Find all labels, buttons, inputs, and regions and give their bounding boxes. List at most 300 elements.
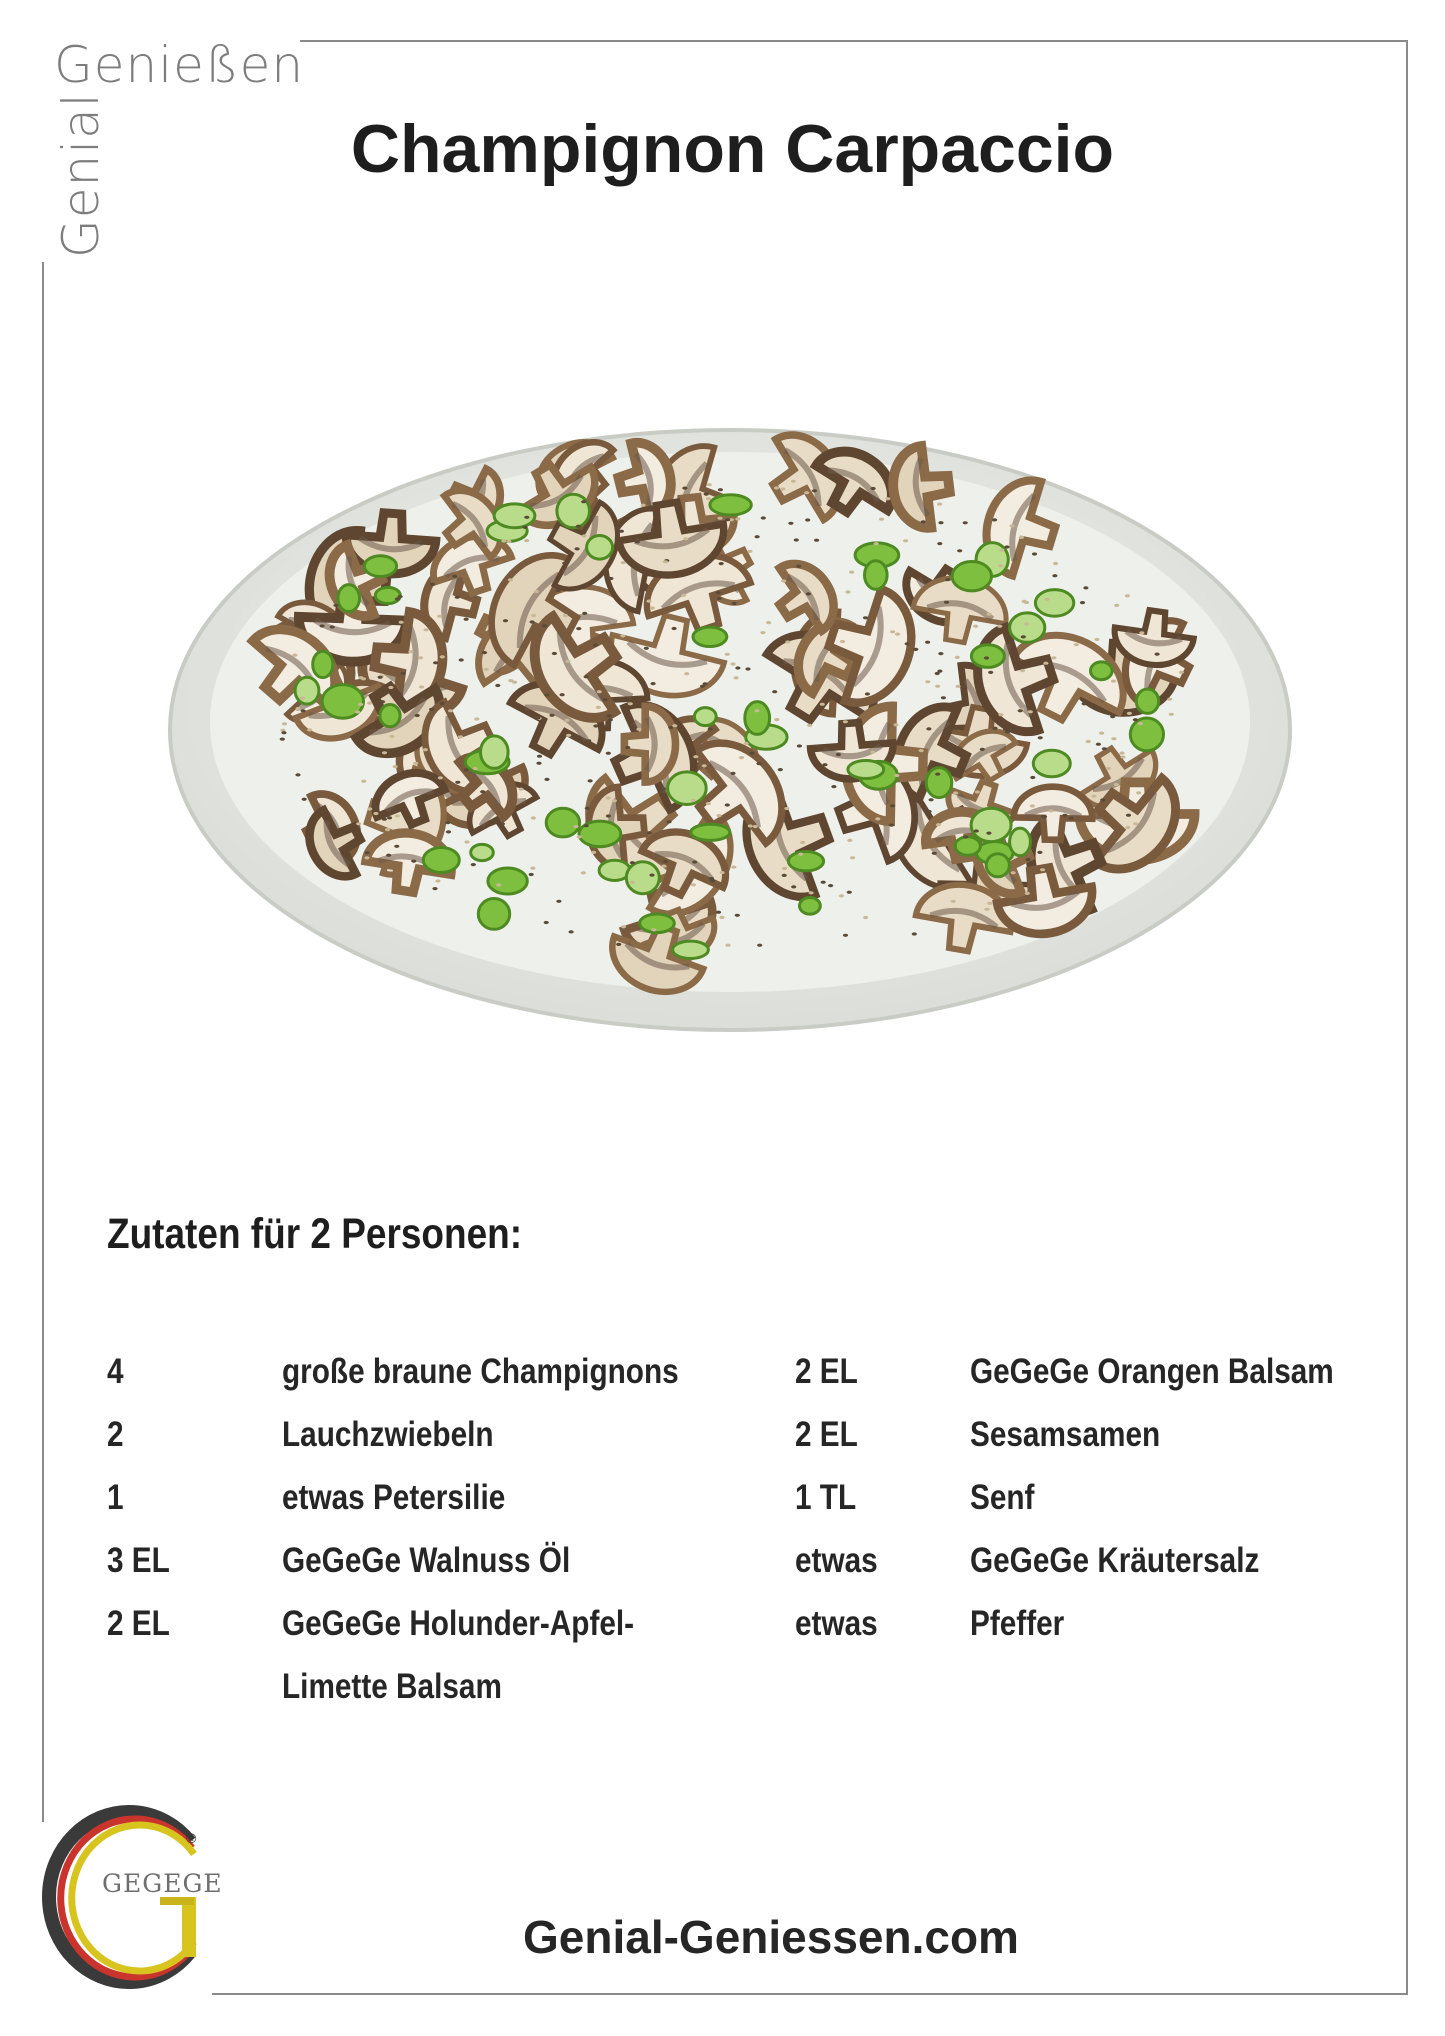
sesame-seed (782, 874, 787, 877)
sesame-seed (788, 522, 793, 525)
sesame-seed (549, 714, 554, 717)
sesame-seed (1051, 656, 1056, 659)
sesame-seed (798, 853, 803, 856)
sesame-seed (562, 562, 567, 565)
sesame-seed (896, 854, 901, 857)
sesame-seed (301, 709, 306, 712)
sesame-seed (480, 790, 485, 793)
sesame-seed (953, 727, 958, 730)
sesame-seed (524, 516, 529, 519)
sesame-seed (781, 579, 786, 582)
registered-mark: ® (186, 1830, 197, 1846)
scallion-ring (673, 941, 709, 958)
sesame-seed (937, 542, 942, 545)
ingredient-quantity: 2 EL (107, 1604, 170, 1643)
sesame-seed (530, 620, 535, 623)
sesame-seed (984, 656, 989, 659)
sesame-seed (582, 612, 587, 615)
sesame-seed (735, 666, 740, 669)
sesame-seed (418, 542, 423, 545)
sesame-seed (388, 686, 393, 689)
sesame-seed (874, 542, 879, 545)
sesame-seed (436, 690, 441, 693)
sesame-seed (506, 540, 511, 543)
sesame-seed (755, 535, 760, 538)
sesame-seed (300, 696, 305, 699)
sesame-seed (446, 830, 451, 833)
ingredient-name: GeGeGe Orangen Balsam (970, 1352, 1334, 1391)
logo-wordmark: GEGEGE (102, 1869, 223, 1898)
sesame-seed (735, 517, 740, 520)
sesame-seed (496, 883, 501, 886)
sesame-seed (429, 708, 434, 711)
sesame-seed (754, 709, 759, 712)
ingredient-row (107, 1466, 762, 1529)
sesame-seed (531, 816, 536, 819)
scallion-ring (691, 824, 730, 840)
sesame-seed (608, 718, 613, 721)
sesame-seed (681, 594, 686, 597)
sesame-seed (847, 891, 852, 894)
sesame-seed (522, 526, 527, 529)
sesame-seed (926, 727, 931, 730)
sesame-seed (870, 751, 875, 754)
sesame-seed (905, 642, 910, 645)
sesame-seed (382, 751, 387, 754)
sesame-seed (566, 734, 571, 737)
sesame-seed (292, 654, 297, 657)
website-url[interactable]: Genial-Geniessen.com (523, 1911, 1019, 1963)
ingredient-quantity: 4 (107, 1352, 124, 1391)
ingredient-row (795, 1529, 1440, 1592)
sesame-seed (1133, 718, 1138, 721)
sesame-seed (935, 773, 940, 776)
sesame-seed (822, 763, 827, 766)
sesame-seed (1062, 814, 1067, 817)
brand-wordmark-vertical: Genial (52, 92, 110, 258)
sesame-seed (373, 812, 378, 815)
sesame-seed (1102, 747, 1107, 750)
sesame-seed (471, 863, 476, 866)
sesame-seed (791, 885, 796, 888)
sesame-seed (364, 856, 369, 859)
sesame-seed (1024, 622, 1029, 625)
sesame-seed (845, 590, 850, 593)
sesame-seed (630, 861, 635, 864)
ingredient-row (795, 1466, 1440, 1529)
sesame-seed (367, 807, 372, 810)
sesame-seed (838, 506, 843, 509)
sesame-seed (648, 505, 653, 508)
sesame-seed (890, 804, 895, 807)
sesame-seed (941, 696, 946, 699)
scallion-ring (668, 772, 707, 805)
sesame-seed (445, 821, 450, 824)
sesame-seed (753, 825, 758, 828)
sesame-seed (1025, 892, 1030, 895)
sesame-seed (1120, 756, 1125, 759)
sesame-seed (616, 943, 621, 946)
sesame-seed (448, 709, 453, 712)
sesame-seed (805, 518, 810, 521)
sesame-seed (1009, 524, 1014, 527)
sesame-seed (625, 746, 630, 749)
sesame-seed (749, 752, 754, 755)
scallion-ring (986, 854, 1009, 877)
scallion-ring (848, 761, 884, 779)
sesame-seed (1125, 594, 1130, 597)
brand-wordmark-horizontal: Genießen (54, 36, 305, 94)
sesame-seed (649, 874, 654, 877)
ingredient-name: GeGeGe Walnuss Öl (282, 1541, 571, 1580)
sesame-seed (612, 799, 617, 802)
ingredient-name: große braune Champignons (282, 1352, 679, 1391)
scallion-ring (494, 504, 535, 528)
sesame-seed (591, 851, 596, 854)
sesame-seed (1041, 815, 1046, 818)
sesame-seed (894, 723, 899, 726)
sesame-seed (576, 627, 581, 630)
sesame-seed (482, 651, 487, 654)
sesame-seed (843, 934, 848, 937)
sesame-seed (536, 762, 541, 765)
sesame-seed (1028, 710, 1033, 713)
scallion-ring (955, 837, 980, 856)
sesame-seed (430, 583, 435, 586)
sesame-seed (757, 944, 762, 947)
sesame-seed (718, 488, 723, 491)
sesame-seed (716, 911, 721, 914)
ingredient-row (795, 1340, 1440, 1403)
sesame-seed (998, 713, 1003, 716)
sesame-seed (386, 854, 391, 857)
sesame-seed (812, 489, 817, 492)
scallion-ring (710, 495, 751, 515)
sesame-seed (925, 641, 930, 644)
scallion-ring (295, 677, 319, 704)
sesame-seed (1119, 752, 1124, 755)
sesame-seed (621, 925, 626, 928)
sesame-seed (537, 755, 542, 758)
sesame-seed (518, 788, 523, 791)
sesame-seed (1040, 868, 1045, 871)
sesame-seed (744, 742, 749, 745)
sesame-seed (433, 661, 438, 664)
ingredient-name: Senf (970, 1478, 1035, 1517)
ingredient-row (795, 1592, 1440, 1655)
sesame-seed (1032, 552, 1037, 555)
sesame-seed (984, 908, 989, 911)
sesame-seed (913, 648, 918, 651)
sesame-seed (524, 539, 529, 542)
sesame-seed (912, 932, 917, 935)
sesame-seed (419, 685, 424, 688)
sesame-seed (1096, 743, 1101, 746)
sesame-seed (455, 781, 460, 784)
sesame-seed (936, 823, 941, 826)
sesame-seed (814, 539, 819, 542)
sesame-seed (832, 773, 837, 776)
sesame-seed (839, 894, 844, 897)
sesame-seed (395, 814, 400, 817)
sesame-seed (938, 652, 943, 655)
sesame-seed (492, 819, 497, 822)
sesame-seed (581, 500, 586, 503)
sesame-seed (735, 914, 740, 917)
ingredient-row (795, 1403, 1440, 1466)
sesame-seed (1053, 562, 1058, 565)
scallion-ring (471, 844, 494, 860)
sesame-seed (596, 706, 601, 709)
sesame-seed (894, 774, 899, 777)
scallion-ring (1091, 662, 1113, 680)
sesame-seed (361, 677, 366, 680)
sesame-seed (1091, 795, 1096, 798)
sesame-seed (1020, 669, 1025, 672)
sesame-seed (963, 835, 968, 838)
sesame-seed (296, 707, 301, 710)
sesame-seed (630, 881, 635, 884)
ingredients-heading: Zutaten für 2 Personen: (107, 1210, 523, 1258)
sesame-seed (1106, 767, 1111, 770)
sesame-seed (1037, 851, 1042, 854)
sesame-seed (573, 825, 578, 828)
sesame-seed (635, 540, 640, 543)
sesame-seed (459, 658, 464, 661)
sesame-seed (593, 724, 598, 727)
sesame-seed (772, 690, 777, 693)
sesame-seed (780, 488, 785, 491)
sesame-seed (1024, 601, 1029, 604)
sesame-seed (720, 871, 725, 874)
sesame-seed (333, 604, 338, 607)
sesame-seed (501, 539, 506, 542)
scallion-ring (364, 556, 396, 577)
sesame-seed (1082, 702, 1087, 705)
sesame-seed (408, 650, 413, 653)
sesame-seed (807, 724, 812, 727)
ingredient-row (107, 1529, 762, 1592)
sesame-seed (415, 714, 420, 717)
sesame-seed (606, 814, 611, 817)
recipe-title: Champignon Carpaccio (350, 111, 1115, 187)
sesame-seed (944, 601, 949, 604)
scallion-ring (694, 708, 716, 726)
sesame-seed (361, 780, 366, 783)
frame-line-right (1406, 40, 1408, 1995)
scallion-ring (313, 651, 333, 677)
sesame-seed (1167, 698, 1172, 701)
sesame-seed (986, 832, 991, 835)
sesame-seed (281, 731, 286, 734)
sesame-seed (663, 560, 668, 563)
sesame-seed (745, 667, 750, 670)
sesame-seed (840, 640, 845, 643)
sesame-seed (1099, 732, 1104, 735)
sesame-seed (628, 702, 633, 705)
sesame-seed (650, 606, 655, 609)
sesame-seed (725, 944, 730, 947)
ingredient-name: etwas Petersilie (282, 1478, 506, 1517)
sesame-seed (691, 799, 696, 802)
sesame-seed (725, 653, 730, 656)
sesame-seed (500, 822, 505, 825)
sesame-seed (748, 824, 753, 827)
sesame-seed (1083, 586, 1088, 589)
scallion-ring (1010, 613, 1045, 642)
ingredient-quantity: 2 EL (795, 1352, 858, 1391)
sesame-seed (1074, 643, 1079, 646)
sesame-seed (440, 702, 445, 705)
sesame-seed (1049, 809, 1054, 812)
sesame-seed (508, 578, 513, 581)
sesame-seed (605, 724, 610, 727)
sesame-seed (691, 883, 696, 886)
sesame-seed (593, 644, 598, 647)
sesame-seed (380, 700, 385, 703)
sesame-seed (797, 744, 802, 747)
sesame-seed (530, 867, 535, 870)
sesame-seed (1025, 858, 1030, 861)
sesame-seed (651, 928, 656, 931)
sesame-seed (702, 764, 707, 767)
sesame-seed (464, 618, 469, 621)
sesame-seed (1024, 687, 1029, 690)
ingredient-name-line-2: Limette Balsam (282, 1667, 502, 1706)
sesame-seed (980, 748, 985, 751)
sesame-seed (569, 930, 574, 933)
sesame-seed (358, 703, 363, 706)
sesame-seed (999, 548, 1004, 551)
sesame-seed (672, 724, 677, 727)
ingredient-name: Pfeffer (970, 1604, 1065, 1643)
sesame-seed (957, 549, 962, 552)
sesame-seed (667, 820, 672, 823)
sesame-seed (495, 684, 500, 687)
sesame-seed (809, 891, 814, 894)
sesame-seed (693, 755, 698, 758)
sesame-seed (576, 525, 581, 528)
sesame-seed (683, 537, 688, 540)
sesame-seed (871, 742, 876, 745)
sesame-seed (464, 768, 469, 771)
ingredient-row (107, 1403, 762, 1466)
sesame-seed (621, 561, 626, 564)
sesame-seed (863, 916, 868, 919)
sesame-seed (1114, 783, 1119, 786)
sesame-seed (1094, 638, 1099, 641)
sesame-seed (998, 564, 1003, 567)
sesame-seed (484, 668, 489, 671)
sesame-seed (919, 749, 924, 752)
sesame-seed (411, 860, 416, 863)
sesame-seed (820, 703, 825, 706)
sesame-seed (473, 767, 478, 770)
sesame-seed (544, 693, 549, 696)
sesame-seed (365, 851, 370, 854)
sesame-seed (393, 765, 398, 768)
scallion-ring (1130, 718, 1163, 751)
sesame-seed (607, 714, 612, 717)
sesame-seed (1111, 737, 1116, 740)
sesame-seed (921, 520, 926, 523)
scallion-ring (587, 536, 613, 560)
sesame-seed (647, 831, 652, 834)
sesame-seed (774, 718, 779, 721)
sesame-seed (992, 518, 997, 521)
sesame-seed (953, 791, 958, 794)
sesame-seed (440, 655, 445, 658)
sesame-seed (1133, 822, 1138, 825)
sesame-seed (885, 497, 890, 500)
sesame-seed (565, 660, 570, 663)
scallion-ring (971, 808, 1011, 841)
sesame-seed (438, 776, 443, 779)
sesame-seed (938, 521, 943, 524)
sesame-seed (1019, 536, 1024, 539)
scallion-ring (626, 862, 659, 894)
sesame-seed (544, 778, 549, 781)
sesame-seed (508, 679, 513, 682)
sesame-seed (1179, 671, 1184, 674)
sesame-seed (661, 865, 666, 868)
sesame-seed (843, 720, 848, 723)
sesame-seed (739, 756, 744, 759)
sesame-seed (794, 538, 799, 541)
sesame-seed (586, 739, 591, 742)
sesame-seed (503, 619, 508, 622)
sesame-seed (387, 816, 392, 819)
sesame-seed (661, 787, 666, 790)
ingredient-name (282, 1592, 690, 1718)
sesame-seed (956, 685, 961, 688)
sesame-seed (646, 600, 651, 603)
sesame-seed (1155, 653, 1160, 656)
sesame-seed (1069, 817, 1074, 820)
sesame-seed (682, 487, 687, 490)
sesame-seed (619, 530, 624, 533)
sesame-seed (1064, 850, 1069, 853)
sesame-seed (929, 798, 934, 801)
scallion-ring (1136, 689, 1158, 713)
ingredient-row (107, 1340, 762, 1403)
sesame-seed (692, 860, 697, 863)
sesame-seed (382, 818, 387, 821)
sesame-seed (774, 486, 779, 489)
sesame-seed (552, 652, 557, 655)
sesame-seed (937, 503, 942, 506)
scallion-ring (488, 868, 527, 894)
sesame-seed (330, 625, 335, 628)
sesame-seed (730, 772, 735, 775)
sesame-seed (355, 710, 360, 713)
scallion-ring (1033, 750, 1070, 777)
scallion-ring (557, 494, 590, 528)
sesame-seed (582, 534, 587, 537)
ingredient-quantity: etwas (795, 1604, 878, 1643)
sesame-seed (651, 682, 656, 685)
sesame-seed (731, 662, 736, 665)
sesame-seed (997, 625, 1002, 628)
scallion-ring (952, 562, 991, 591)
sesame-seed (636, 728, 641, 731)
sesame-seed (684, 672, 689, 675)
scallion-ring (1010, 828, 1031, 856)
sesame-seed (700, 685, 705, 688)
sesame-seed (706, 497, 711, 500)
sesame-seed (791, 480, 796, 483)
sesame-seed (831, 785, 836, 788)
